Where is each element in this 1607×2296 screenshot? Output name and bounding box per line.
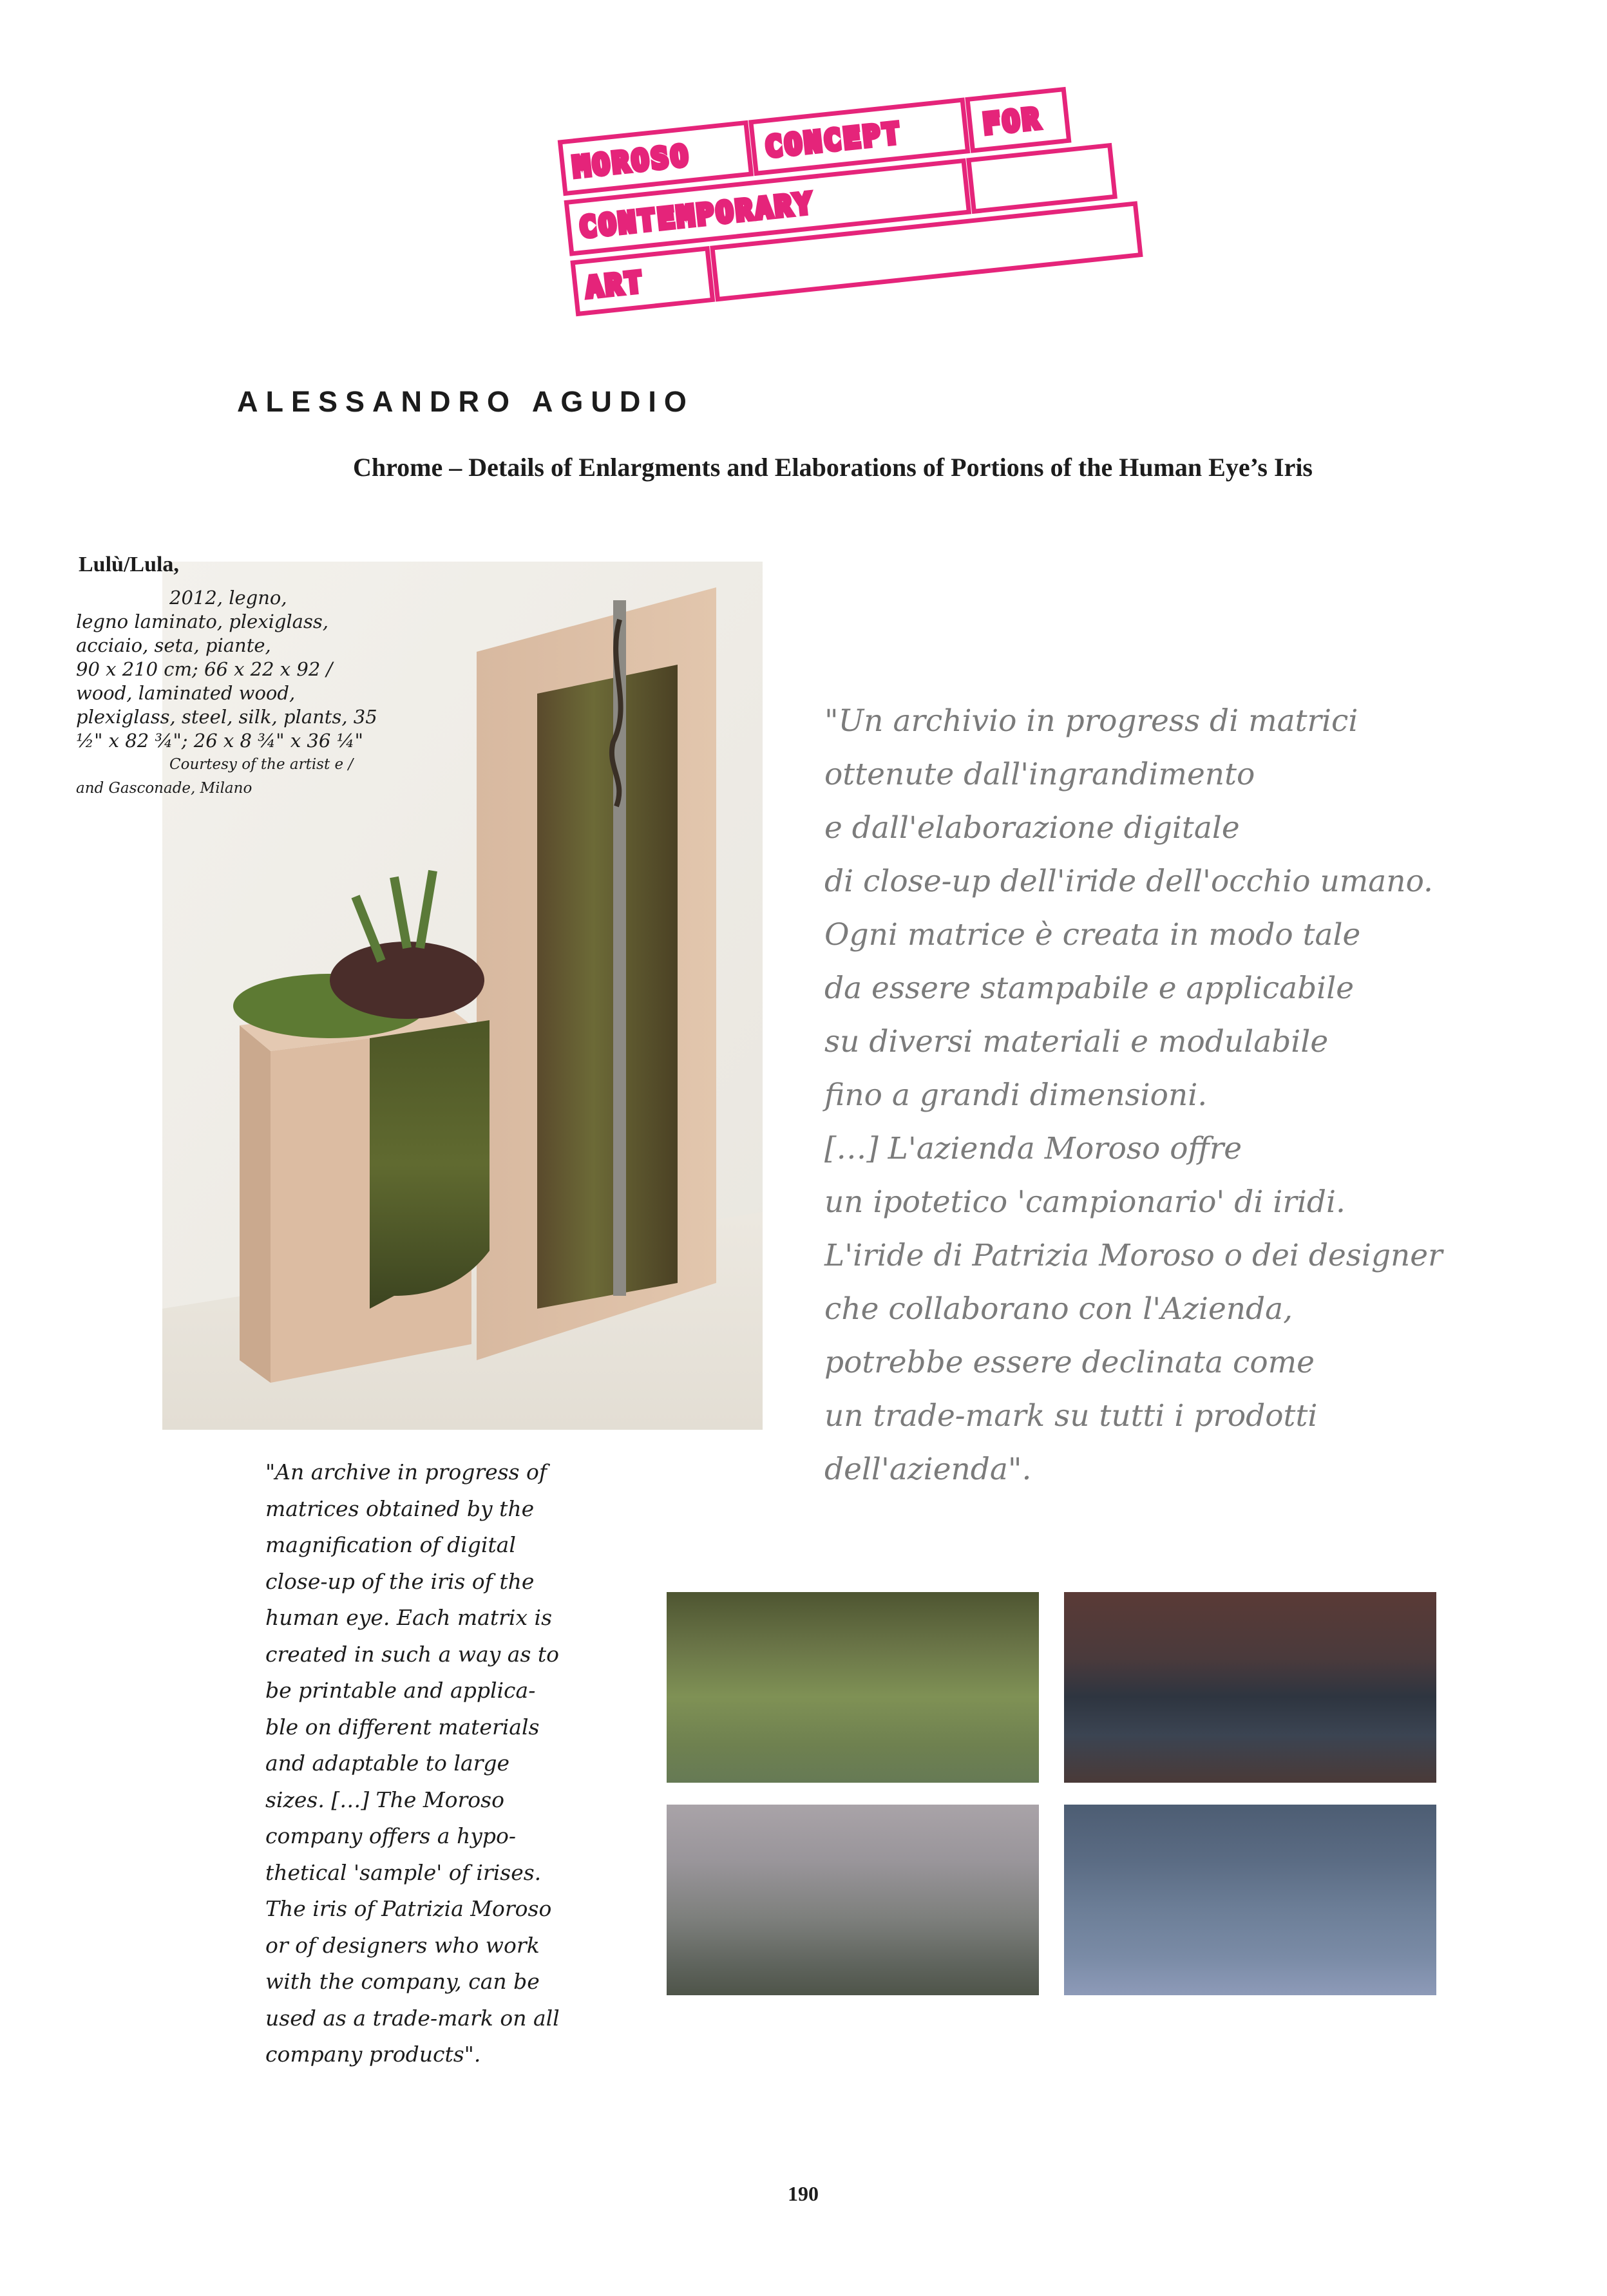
quote-line: sizes. […] The Moroso	[265, 1787, 504, 1812]
quote-line: company offers a hypo-	[265, 1823, 517, 1848]
caption-line: legno laminato, plexiglass,	[76, 611, 328, 632]
iris-swatch-green	[667, 1592, 1039, 1783]
caption-title: Lulù/Lula,	[79, 553, 179, 576]
quote-line: created in such a way as to	[265, 1641, 560, 1667]
quote-line: un trade-mark su tutti i prodotti	[824, 1398, 1318, 1434]
quote-english	[265, 1454, 626, 2073]
pedestal-side	[240, 1025, 271, 1383]
caption-line: ½" x 82 ¾"; 26 x 8 ¾" x 36 ¼"	[76, 730, 363, 752]
quote-line: fino a grandi dimensioni.	[824, 1077, 1208, 1113]
quote-line: Ogni matrice è creata in modo tale	[824, 917, 1361, 953]
quote-line: used as a trade-mark on all	[265, 2005, 560, 2031]
quote-line: The iris of Patrizia Moroso	[265, 1896, 552, 1921]
logo-word-contemporary: CONTEMPORARY	[577, 187, 816, 245]
quote-line: be printable and applica-	[265, 1678, 536, 1703]
quote-line: magnification of digital	[265, 1532, 516, 1557]
quote-line: or of designers who work	[265, 1932, 540, 1958]
silk-cloth	[370, 1020, 490, 1309]
logo-word-for: FOR	[981, 102, 1043, 141]
quote-line: close-up of the iris of the	[265, 1568, 535, 1594]
quote-line: matrices obtained by the	[265, 1495, 535, 1521]
caption-line: 2012, legno,	[169, 587, 287, 609]
caption-line: plexiglass, steel, silk, plants, 35	[76, 706, 377, 728]
artist-name: ALESSANDRO AGUDIO	[237, 385, 694, 418]
quote-line: potrebbe essere declinata come	[824, 1345, 1315, 1380]
quote-line: L'iride di Patrizia Moroso o dei designer	[824, 1238, 1443, 1273]
quote-line: […] L'azienda Moroso offre	[824, 1131, 1242, 1166]
plant-leaves	[330, 942, 484, 1019]
quote-line: human eye. Each matrix is	[265, 1605, 553, 1630]
quote-line: "An archive in progress of	[265, 1459, 547, 1485]
moroso-logo	[554, 39, 1198, 341]
quote-line: su diversi materiali e modulabile	[824, 1024, 1329, 1059]
quote-line: and adaptable to large	[265, 1750, 510, 1776]
iris-swatch-grey	[667, 1805, 1039, 1995]
quote-line: e dall'elaborazione digitale	[824, 810, 1240, 846]
quote-line: ottenute dall'ingrandimento	[824, 757, 1255, 792]
logo-word-art: ART	[584, 265, 647, 305]
page-number: 190	[788, 2182, 819, 2205]
quote-line: with the company, can be	[265, 1969, 540, 1994]
iris-swatch-brown	[1064, 1592, 1436, 1783]
artwork-title: Chrome – Details of Enlargments and Elaborations of Portions of the Human Eye’s Iris	[353, 453, 1313, 482]
quote-line: da essere stampabile e applicabile	[824, 971, 1355, 1006]
logo-word-moroso: MOROSO	[571, 138, 692, 184]
quote-line: che collaborano con l'Azienda,	[824, 1291, 1293, 1327]
quote-line: thetical 'sample' of irises.	[265, 1859, 542, 1885]
caption-line: 90 x 210 cm; 66 x 22 x 92 /	[76, 658, 333, 680]
quote-line: dell'azienda".	[824, 1452, 1032, 1487]
logo-word-concept: CONCEPT	[763, 117, 904, 164]
quote-line: "Un archivio in progress di matrici	[824, 703, 1358, 739]
caption-line: wood, laminated wood,	[76, 682, 296, 704]
caption-courtesy: Courtesy of the artist e /	[169, 756, 354, 773]
quote-line: ble on different materials	[265, 1714, 540, 1740]
quote-line: company products".	[265, 2042, 481, 2067]
caption-line: acciaio, seta, piante,	[76, 634, 271, 656]
quote-line: un ipotetico 'campionario' di iridi.	[824, 1184, 1346, 1220]
caption-gallery: and Gasconade, Milano	[76, 780, 252, 797]
mirror-glass	[537, 665, 678, 1309]
caption-text	[76, 586, 475, 801]
quote-line: di close-up dell'iride dell'occhio umano.	[824, 864, 1433, 899]
quote-italian	[824, 694, 1559, 1496]
iris-swatch-blue	[1064, 1805, 1436, 1995]
logo-box-empty-1	[969, 146, 1115, 212]
